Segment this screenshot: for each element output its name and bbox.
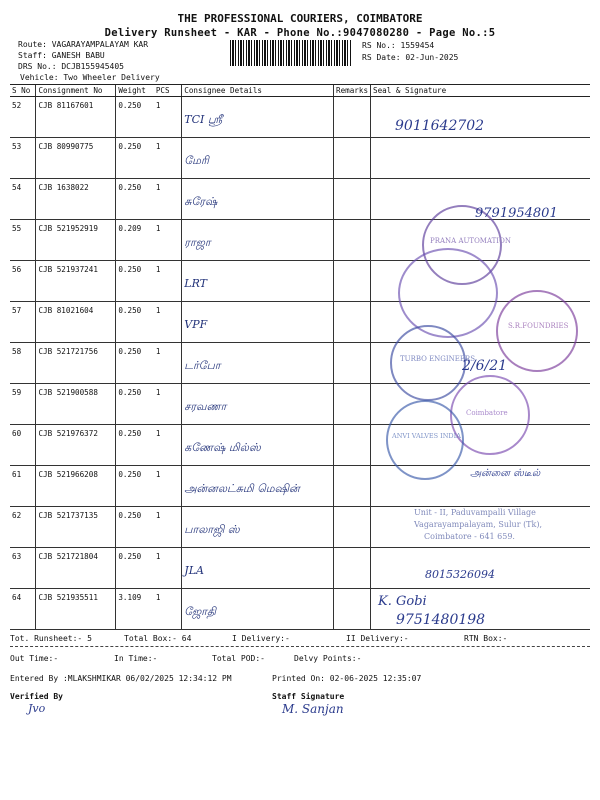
cell-remarks <box>334 507 371 548</box>
table-row <box>10 261 590 302</box>
stamp-text: ANVI VALVES INDIA <box>392 432 461 440</box>
cell-pcs: 1 <box>154 179 182 220</box>
cell-pcs: 1 <box>154 589 182 630</box>
stamp-text: PRANA AUTOMATION <box>430 237 511 245</box>
cell-sno: 61 <box>10 466 36 507</box>
second-delivery: II Delivery:- <box>346 634 409 643</box>
consignee-handwriting: கணேஷ் மில்ஸ் <box>184 441 261 454</box>
stamp-text: S.R.FOUNDRIES <box>508 322 569 330</box>
signature-handwriting: 2/6/21 <box>462 358 508 374</box>
cell-sno: 55 <box>10 220 36 261</box>
return-box: RTN Box:- <box>464 634 508 643</box>
cell-signature <box>371 138 590 179</box>
barcode <box>230 40 352 66</box>
cell-consignee <box>182 179 334 220</box>
consignee-handwriting: JLA <box>184 564 204 577</box>
cell-consignee <box>182 589 334 630</box>
stamp-address-line: Unit - II, Paduvampalli Village <box>414 508 536 517</box>
cell-consignment: CJB 521900588 <box>36 384 116 425</box>
cell-remarks <box>334 97 371 138</box>
col-header-consignee: Consignee Details <box>182 85 334 97</box>
cell-consignee <box>182 548 334 589</box>
cell-remarks <box>334 466 371 507</box>
cell-consignment: CJB 521976372 <box>36 425 116 466</box>
cell-weight: 0.250 <box>116 179 154 220</box>
rs-number: RS No.: 1559454 <box>362 41 435 50</box>
cell-consignment: CJB 81021604 <box>36 302 116 343</box>
cell-remarks <box>334 302 371 343</box>
cell-consignment: CJB 521935511 <box>36 589 116 630</box>
cell-pcs: 1 <box>154 466 182 507</box>
signature-handwriting: அன்னை ஸ்டீல் <box>470 468 541 479</box>
cell-remarks <box>334 425 371 466</box>
cell-pcs: 1 <box>154 220 182 261</box>
cell-pcs: 1 <box>154 507 182 548</box>
cell-sno: 60 <box>10 425 36 466</box>
cell-consignee <box>182 343 334 384</box>
cell-remarks <box>334 220 371 261</box>
cell-sno: 53 <box>10 138 36 179</box>
cell-remarks <box>334 548 371 589</box>
cell-sno: 62 <box>10 507 36 548</box>
cell-weight: 0.250 <box>116 302 154 343</box>
table-row <box>10 97 590 138</box>
col-header-sno: S No <box>10 85 36 97</box>
company-title: THE PROFESSIONAL COURIERS, COIMBATORE <box>177 12 423 25</box>
cell-pcs: 1 <box>154 425 182 466</box>
cell-consignee <box>182 261 334 302</box>
col-header-remarks: Remarks <box>334 85 371 97</box>
cell-sno: 58 <box>10 343 36 384</box>
cell-consignee <box>182 507 334 548</box>
cell-consignee <box>182 220 334 261</box>
staff-signature: M. Sanjan <box>282 702 344 716</box>
cell-remarks <box>334 343 371 384</box>
consignee-handwriting: மேரி <box>184 154 209 167</box>
company-seal-stamp <box>496 290 578 372</box>
cell-pcs: 1 <box>154 261 182 302</box>
verifier-signature: Jvo <box>28 702 46 715</box>
in-time: In Time:- <box>114 654 158 663</box>
cell-remarks <box>334 384 371 425</box>
consignee-handwriting: ராஜா <box>184 236 211 249</box>
stamp-address-line: Vagarayampalayam, Sulur (Tk), <box>414 520 543 529</box>
company-address-stamp <box>396 488 582 548</box>
drs-number: DRS No.: DCJB155945405 <box>18 62 124 71</box>
cell-sno: 54 <box>10 179 36 220</box>
signature-handwriting: 9791954801 <box>475 206 558 221</box>
consignee-handwriting: VPF <box>184 318 208 331</box>
cell-consignee <box>182 97 334 138</box>
total-pod: Total POD:- <box>212 654 265 663</box>
table-row <box>10 548 590 589</box>
footer-divider <box>10 646 590 647</box>
cell-consignment: CJB 521952919 <box>36 220 116 261</box>
cell-weight: 0.250 <box>116 466 154 507</box>
cell-sno: 56 <box>10 261 36 302</box>
cell-consignment: CJB 80990775 <box>36 138 116 179</box>
col-header-signature: Seal & Signature <box>371 85 590 97</box>
col-header-pcs: PCS <box>154 85 182 97</box>
cell-sno: 52 <box>10 97 36 138</box>
signature-handwriting: 9011642702 <box>395 118 485 134</box>
out-time: Out Time:- <box>10 654 59 663</box>
stamp-text: Coimbatore <box>466 409 508 417</box>
cell-remarks <box>334 138 371 179</box>
cell-sno: 64 <box>10 589 36 630</box>
cell-weight: 3.109 <box>116 589 154 630</box>
cell-weight: 0.250 <box>116 384 154 425</box>
vehicle-label: Vehicle: Two Wheeler Delivery <box>20 73 160 82</box>
consignee-handwriting: டர்போ <box>184 359 221 372</box>
signature-handwriting: K. Gobi <box>378 594 427 609</box>
rs-date: RS Date: 02-Jun-2025 <box>362 53 459 62</box>
table-row <box>10 589 590 630</box>
consignee-handwriting: சரவணா <box>184 400 227 413</box>
cell-consignment: CJB 521721804 <box>36 548 116 589</box>
cell-consignment: CJB 521966208 <box>36 466 116 507</box>
cell-remarks <box>334 179 371 220</box>
entered-by: Entered By :MLAKSHMIKAR 06/02/2025 12:34:12 PM <box>10 674 232 683</box>
consignee-handwriting: TCI ஸ்ரீ <box>184 113 223 126</box>
cell-pcs: 1 <box>154 343 182 384</box>
staff-label: Staff: GANESH BABU <box>18 51 105 60</box>
consignee-handwriting: ஜோதி <box>184 605 217 618</box>
cell-consignee <box>182 425 334 466</box>
consignee-handwriting: அன்னலட்சுமி மெஷின் <box>184 482 300 495</box>
cell-sno: 57 <box>10 302 36 343</box>
cell-consignment: CJB 521937241 <box>36 261 116 302</box>
company-seal-stamp <box>386 400 464 480</box>
cell-consignment: CJB 521721756 <box>36 343 116 384</box>
cell-sno: 63 <box>10 548 36 589</box>
stamp-address-line: Coimbatore - 641 659. <box>424 532 515 541</box>
cell-weight: 0.250 <box>116 138 154 179</box>
delivery-table <box>10 84 590 630</box>
cell-consignment: CJB 1638022 <box>36 179 116 220</box>
cell-weight: 0.250 <box>116 97 154 138</box>
consignee-handwriting: பாலாஜி ஸ் <box>184 523 240 536</box>
total-box: Total Box:- 64 <box>124 634 192 643</box>
cell-consignee <box>182 302 334 343</box>
cell-weight: 0.250 <box>116 261 154 302</box>
cell-consignment: CJB 81167601 <box>36 97 116 138</box>
consignee-handwriting: சுரேஷ் <box>184 195 218 208</box>
staff-signature-label: Staff Signature <box>272 692 345 701</box>
table-header-row <box>10 85 590 97</box>
cell-weight: 0.209 <box>116 220 154 261</box>
consignee-handwriting: LRT <box>184 277 208 290</box>
cell-weight: 0.250 <box>116 425 154 466</box>
printed-on: Printed On: 02-06-2025 12:35:07 <box>272 674 422 683</box>
cell-consignee <box>182 466 334 507</box>
signature-handwriting: 9751480198 <box>396 612 486 628</box>
cell-pcs: 1 <box>154 97 182 138</box>
cell-pcs: 1 <box>154 302 182 343</box>
route-label: Route: VAGARAYAMPALAYAM KAR <box>18 40 149 49</box>
table-row <box>10 138 590 179</box>
verified-by-label: Verified By <box>10 692 63 701</box>
cell-pcs: 1 <box>154 384 182 425</box>
total-runsheet: Tot. Runsheet:- 5 <box>10 634 92 643</box>
cell-sno: 59 <box>10 384 36 425</box>
cell-pcs: 1 <box>154 548 182 589</box>
cell-weight: 0.250 <box>116 507 154 548</box>
company-seal-stamp <box>398 248 498 338</box>
first-delivery: I Delivery:- <box>232 634 290 643</box>
cell-remarks <box>334 261 371 302</box>
cell-consignment: CJB 521737135 <box>36 507 116 548</box>
company-seal-stamp <box>390 325 476 401</box>
cell-weight: 0.250 <box>116 548 154 589</box>
cell-consignee <box>182 138 334 179</box>
cell-remarks <box>334 589 371 630</box>
col-header-weight: Weight <box>116 85 154 97</box>
cell-pcs: 1 <box>154 138 182 179</box>
stamp-text: TURBO ENGINEERS <box>400 355 476 363</box>
signature-handwriting: 8015326094 <box>425 568 495 581</box>
cell-consignee <box>182 384 334 425</box>
cell-weight: 0.250 <box>116 343 154 384</box>
col-header-consignment: Consignment No <box>36 85 116 97</box>
delivery-points: Delvy Points:- <box>294 654 362 663</box>
runsheet-subtitle: Delivery Runsheet - KAR - Phone No.:9047080280 - Page No.:5 <box>104 27 496 39</box>
